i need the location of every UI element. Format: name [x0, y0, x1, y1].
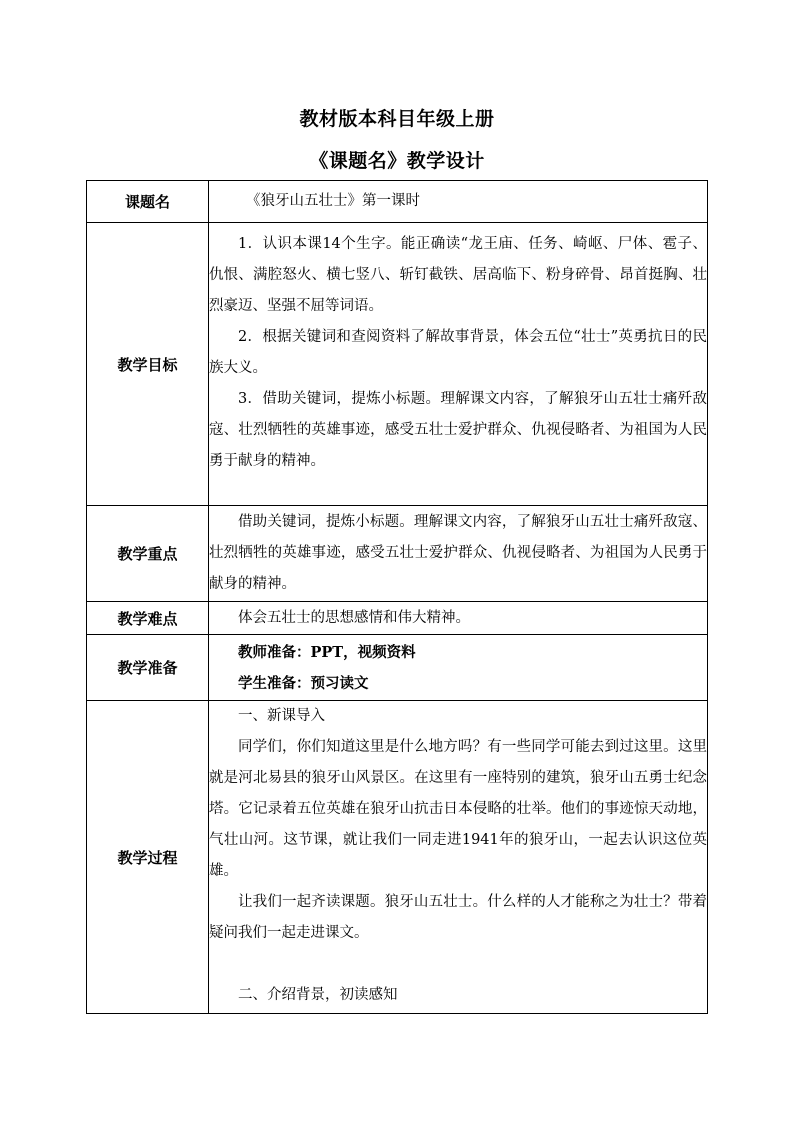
goal-item-1: 1．认识本课14个生字。能正确读“龙王庙、任务、崎岖、尸体、雹子、仇恨、满腔怒火、横七竖八、斩钉截铁、居高临下、粉身碎骨、昂首挺胸、壮烈豪迈、坚强不屈等词语。	[209, 236, 707, 314]
row-preparation	[87, 635, 708, 701]
row-topic	[87, 181, 708, 223]
document-title: 教材版本科目年级上册	[299, 108, 495, 130]
key-points-text: 借助关键词，提炼小标题。理解课文内容，了解狼牙山五壮士痛歼敌寇、壮烈牺牲的英雄事迹，感受五壮士爱护群众、仇视侵略者、为祖国为人民勇于献身的精神。	[209, 514, 707, 592]
topic-label: 课题名	[87, 181, 209, 223]
teacher-preparation: 教师准备：PPT，视频资料	[238, 643, 416, 661]
process-label: 教学过程	[87, 701, 209, 1014]
difficulties-label: 教学难点	[87, 602, 209, 635]
row-goals	[87, 223, 708, 506]
process-section1-para2: 让我们一起齐读课题。狼牙山五壮士。什么样的人才能称之为壮士？带着疑问我们一起走进课文。	[209, 894, 707, 941]
document-subtitle: 《课题名》教学设计	[309, 150, 485, 172]
topic-value: 《狼牙山五壮士》第一课时	[246, 193, 420, 209]
process-section1-para1: 同学们，你们知道这里是什么地方吗？有一些同学可能去到过这里。这里就是河北易县的狼牙山风景区。在这里有一座特别的建筑，狼牙山五勇士纪念塔。它记录着五位英雄在狼牙山抗击日本侵略的壮举。他们的事迹惊天动地，气壮山河。这节课，就让我们一同走进1941年的狼牙山，一起去认识这位英雄。	[209, 739, 707, 879]
row-difficulties	[87, 602, 708, 635]
row-key-points	[87, 506, 708, 602]
difficulties-text: 体会五壮士的思想感情和伟大精神。	[238, 609, 470, 626]
goal-item-2: 2．根据关键词和查阅资料了解故事背景，体会五位“壮士”英勇抗日的民族大义。	[209, 329, 707, 376]
student-preparation: 学生准备：预习读文	[238, 674, 369, 692]
key-points-cell	[209, 506, 708, 602]
difficulties-cell	[209, 602, 708, 635]
row-process	[87, 701, 708, 1014]
process-spacer	[209, 949, 707, 980]
goals-cell	[209, 223, 708, 506]
goal-item-3: 3．借助关键词，提炼小标题。理解课文内容，了解狼牙山五壮士痛歼敌寇、壮烈牺牲的英雄事迹，感受五壮士爱护群众、仇视侵略者、为祖国为人民勇于献身的精神。	[209, 391, 707, 469]
process-section2-heading: 二、介绍背景，初读感知	[238, 987, 398, 1003]
lesson-plan-table	[86, 180, 708, 1014]
process-cell	[209, 701, 708, 1014]
preparation-label: 教学准备	[87, 635, 209, 701]
process-section1-heading: 一、新课导入	[238, 708, 325, 724]
goals-label: 教学目标	[87, 223, 209, 506]
key-points-label: 教学重点	[87, 506, 209, 602]
topic-cell	[209, 181, 708, 223]
preparation-cell	[209, 635, 708, 701]
